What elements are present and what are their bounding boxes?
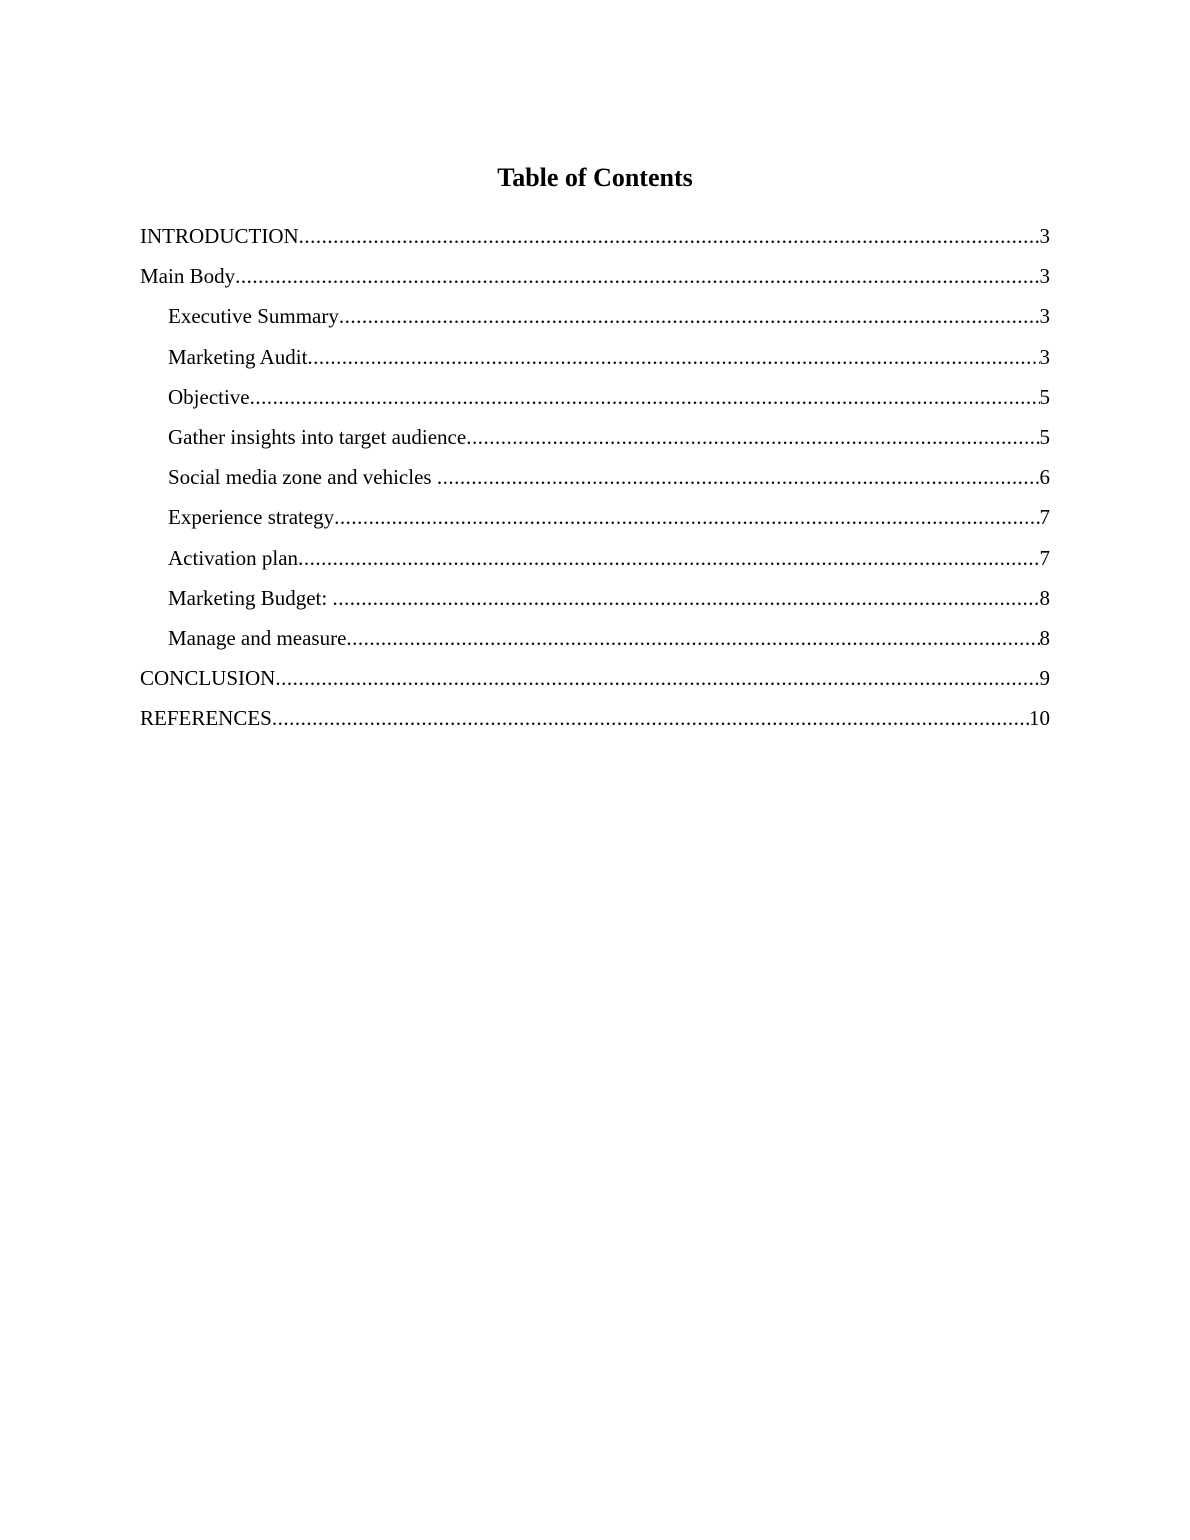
- toc-entry-label: Social media zone and vehicles: [168, 465, 437, 490]
- toc-entry-page: 8: [1039, 585, 1050, 610]
- dot-leader: [235, 258, 1039, 294]
- toc-entry-page: 3: [1039, 344, 1050, 369]
- toc-entry-main-body[interactable]: [140, 258, 1050, 298]
- toc-entry-page: 7: [1039, 545, 1050, 570]
- toc-entry-page: 3: [1039, 264, 1050, 289]
- toc-entry-label: Main Body: [140, 264, 236, 289]
- toc-entry-marketing-budget[interactable]: [140, 580, 1050, 620]
- toc-entry-page: 5: [1039, 384, 1050, 409]
- dot-leader: [275, 660, 1039, 696]
- toc-entry-experience-strategy[interactable]: [140, 499, 1050, 539]
- dot-leader: [298, 540, 1039, 576]
- toc-entry-gather-insights[interactable]: [140, 419, 1050, 459]
- toc-title: Table of Contents: [497, 163, 693, 192]
- toc-entry-references[interactable]: [140, 700, 1050, 740]
- toc-entry-marketing-audit[interactable]: [140, 339, 1050, 379]
- dot-leader: [466, 419, 1039, 455]
- dot-leader: [299, 218, 1040, 254]
- toc-list: [140, 218, 1050, 740]
- toc-entry-introduction[interactable]: [140, 218, 1050, 258]
- dot-leader: [332, 580, 1039, 616]
- dot-leader: [334, 499, 1039, 535]
- toc-entry-label: Gather insights into target audience: [168, 424, 467, 449]
- toc-entry-label: Experience strategy: [168, 505, 335, 530]
- toc-entry-page: 9: [1039, 666, 1050, 691]
- toc-entry-social-media-zone[interactable]: [140, 459, 1050, 499]
- toc-entry-page: 3: [1039, 224, 1050, 248]
- toc-entry-conclusion[interactable]: [140, 660, 1050, 700]
- dot-leader: [437, 459, 1040, 495]
- dot-leader: [346, 620, 1039, 656]
- toc-entry-executive-summary[interactable]: [140, 298, 1050, 338]
- toc-entry-objective[interactable]: [140, 379, 1050, 419]
- toc-entry-page: 5: [1039, 424, 1050, 449]
- toc-entry-activation-plan[interactable]: [140, 540, 1050, 580]
- toc-entry-label: CONCLUSION: [140, 666, 276, 691]
- dot-leader: [250, 379, 1040, 415]
- toc-entry-page: 10: [1029, 706, 1050, 731]
- dot-leader: [339, 298, 1040, 334]
- toc-entry-label: Marketing Budget:: [168, 585, 333, 610]
- toc-entry-label: Activation plan: [168, 545, 299, 570]
- toc-entry-label: INTRODUCTION: [140, 224, 299, 248]
- toc-entry-page: 3: [1039, 304, 1050, 329]
- toc-entry-page: 6: [1039, 465, 1050, 490]
- toc-entry-page: 8: [1039, 625, 1050, 650]
- dot-leader: [307, 339, 1039, 375]
- toc-entry-label: Marketing Audit: [168, 344, 308, 369]
- toc-entry-label: Objective: [168, 384, 250, 409]
- toc-entry-label: Manage and measure: [168, 625, 347, 650]
- toc-entry-page: 7: [1039, 505, 1050, 530]
- toc-entry-label: Executive Summary: [168, 304, 339, 329]
- toc-entry-manage-and-measure[interactable]: [140, 620, 1050, 660]
- toc-entry-label: REFERENCES: [140, 706, 272, 731]
- dot-leader: [272, 700, 1029, 736]
